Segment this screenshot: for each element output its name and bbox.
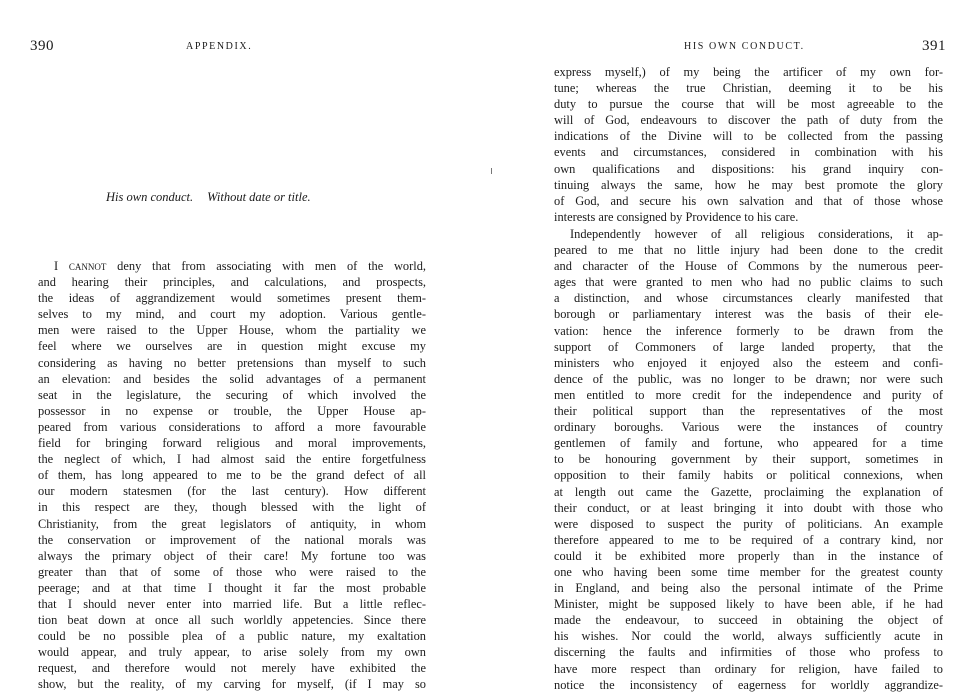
right-paragraph-2 <box>554 226 943 693</box>
text-line: Minister, might be supposed likely to have been able, if he had <box>554 597 943 612</box>
text-line: dence of the public, was no longer to be drawn; nor were such <box>554 371 943 386</box>
text-line: made the endeavour, to succeed in obtaining the object of <box>554 613 943 628</box>
page-number-left: 390 <box>30 38 54 54</box>
text-line: ministers who enjoyed it enjoyed also the esteem and confi- <box>554 355 943 370</box>
page-gutter-speck <box>491 168 492 174</box>
text-line: would appear, and truly appear, to arise solely from my own <box>38 645 426 660</box>
text-line: the conservation or improvement of the national morals was <box>38 532 426 547</box>
text-line: will of God, endeavours to discover the path of duty from the <box>554 113 943 128</box>
text-line: of God, and secure his own salvation and that of those whose <box>554 193 943 208</box>
text-line: the ideas of aggrandizement would sometimes present them- <box>38 291 426 306</box>
text-line: peared from various considerations to afford a more favourable <box>38 419 426 434</box>
text-line: possessor in no expense or trouble, the Upper House ap- <box>38 403 426 418</box>
text-line: tinuing always the same, how he may best promote the glory <box>554 177 943 192</box>
text-line: tune; whereas the true Christian, deeming it to be his <box>554 81 943 96</box>
text-line: at length out came the Gazette, proclaiming the explanation of <box>554 484 943 499</box>
right-page <box>490 0 980 694</box>
text-line: tion beat down at once all such worldly appetencies. Since there <box>38 613 426 628</box>
running-head-right: HIS OWN CONDUCT. <box>684 41 805 52</box>
text-line: vation: hence the inference formerly to be drawn from the <box>554 323 943 338</box>
text-line: Independently however of all religious considerations, it ap- <box>570 227 943 241</box>
text-line: indications of the Divine will to be collected from the passing <box>554 129 943 144</box>
text-line: could be no possible plea of a public nature, my exaltation <box>38 629 426 644</box>
page-number-right: 391 <box>922 38 946 54</box>
text-line: request, and therefore would not merely have exhibited the <box>38 661 426 676</box>
text-line: and hearing their principles, and calculations, and prospects, <box>38 275 426 290</box>
text-line: an elevation: and besides the solid advantages of a permanent <box>38 371 426 386</box>
text-line: could it be exhibited more properly than in the instance of <box>554 548 943 563</box>
text-line: field for bringing forward religious and moral improvements, <box>38 436 426 451</box>
right-paragraph-1 <box>554 64 943 225</box>
text-line: selves to my mind, and court my adoption. Various gentle- <box>38 307 426 322</box>
text-line: Christianity, from the great legislators of antiquity, in whom <box>38 516 426 531</box>
text-line: considering as having no better pretensions than myself to such <box>38 355 426 370</box>
text-line: feel where we ourselves are in question might excuse my <box>38 339 426 354</box>
text-line: that I should never enter into married life. But a little reflec- <box>38 596 426 611</box>
text-line: men were raised to the Upper House, whom the partiality we <box>38 323 426 338</box>
text-line: interests are consigned by Providence to his care. <box>554 209 799 224</box>
text-line: peerage; and at that time I thought it far the most probable <box>38 580 426 595</box>
section-title-part1: His own conduct. <box>106 190 194 204</box>
text-line: were disposed to suspect the purity of politicians. An example <box>554 516 943 531</box>
text-line: always the primary object of their care! My fortune too was <box>38 548 426 563</box>
text-line: of them, has long appeared to me to be the grand defect of all <box>38 468 426 483</box>
text-line: their political support than the representatives of the most <box>554 404 943 419</box>
text-line: gentlemen of family and fortune, who appeared for a time <box>554 436 943 451</box>
text-line: own qualifications and dispositions: his grand inquiry con- <box>554 161 943 176</box>
text-line: one who having been some time member for the greatest county <box>554 564 943 579</box>
text-line: our modern statesmen (for the last century). How different <box>38 484 426 499</box>
text-line: in this respect are they, though blessed with the light of <box>38 500 426 515</box>
text-line: to be honouring government by their support, sometimes in <box>554 452 943 467</box>
text-line: his wishes. Nor could the world, always sufficiently acute in <box>554 629 943 644</box>
text-line: ages that were granted to men who had no public claims to such <box>554 275 943 290</box>
text-line: notice the inconsistency of eagerness for worldly aggrandize- <box>554 677 943 692</box>
text-line: and character of the House of Commons by the numerous peer- <box>554 259 943 274</box>
running-head-left: APPENDIX. <box>186 41 253 52</box>
text-line: show, but the reality, of my carving for myself, (if I may so <box>38 677 426 692</box>
text-line: in England, and being also the personal intimate of the Prime <box>554 581 943 596</box>
section-title <box>106 190 311 205</box>
text-line: support of Commoners of large landed property, that the <box>554 339 943 354</box>
text-line: duty to pursue the course that will be most agreeable to the <box>554 97 943 112</box>
text-line: have more respect than ordinary for religion, have failed to <box>554 661 943 676</box>
text-line: discerning the faults and infirmities of those who profess to <box>554 645 943 660</box>
text-line-rest: deny that from associating with men of the world, <box>106 259 426 273</box>
text-line: a distinction, and whose circumstances clearly manifested that <box>554 291 943 306</box>
text-line: opposition to their family habits or political connexions, when <box>554 468 943 483</box>
left-body-text <box>38 258 426 693</box>
text-line: men entitled to more credit for the independence and purity of <box>554 387 943 402</box>
text-line: their conduct, or at least bringing it into doubt with those who <box>554 500 943 515</box>
text-line: events and circumstances, considered in combination with his <box>554 145 943 160</box>
text-line: borough or parliamentary interest was the basis of their ele- <box>554 307 943 322</box>
section-title-part2: Without date or title. <box>207 190 311 204</box>
text-line: greater than that of some of those who were raised to the <box>38 564 426 579</box>
lead-word: I cannot <box>54 259 107 273</box>
text-line <box>38 258 426 274</box>
text-line: ordinary boroughs. Various were the instances of country <box>554 420 943 435</box>
text-line: peared to me that no little injury had been done to the credit <box>554 243 943 258</box>
text-line: seat in the legislature, the securing of which involved the <box>38 387 426 402</box>
text-line: the neglect of which, I had almost said the entire forgetfulness <box>38 452 426 467</box>
text-line: express myself,) of my being the artificer of my own for- <box>554 65 943 79</box>
text-line: therefore appeared to me to be required of a contrary kind, nor <box>554 532 943 547</box>
